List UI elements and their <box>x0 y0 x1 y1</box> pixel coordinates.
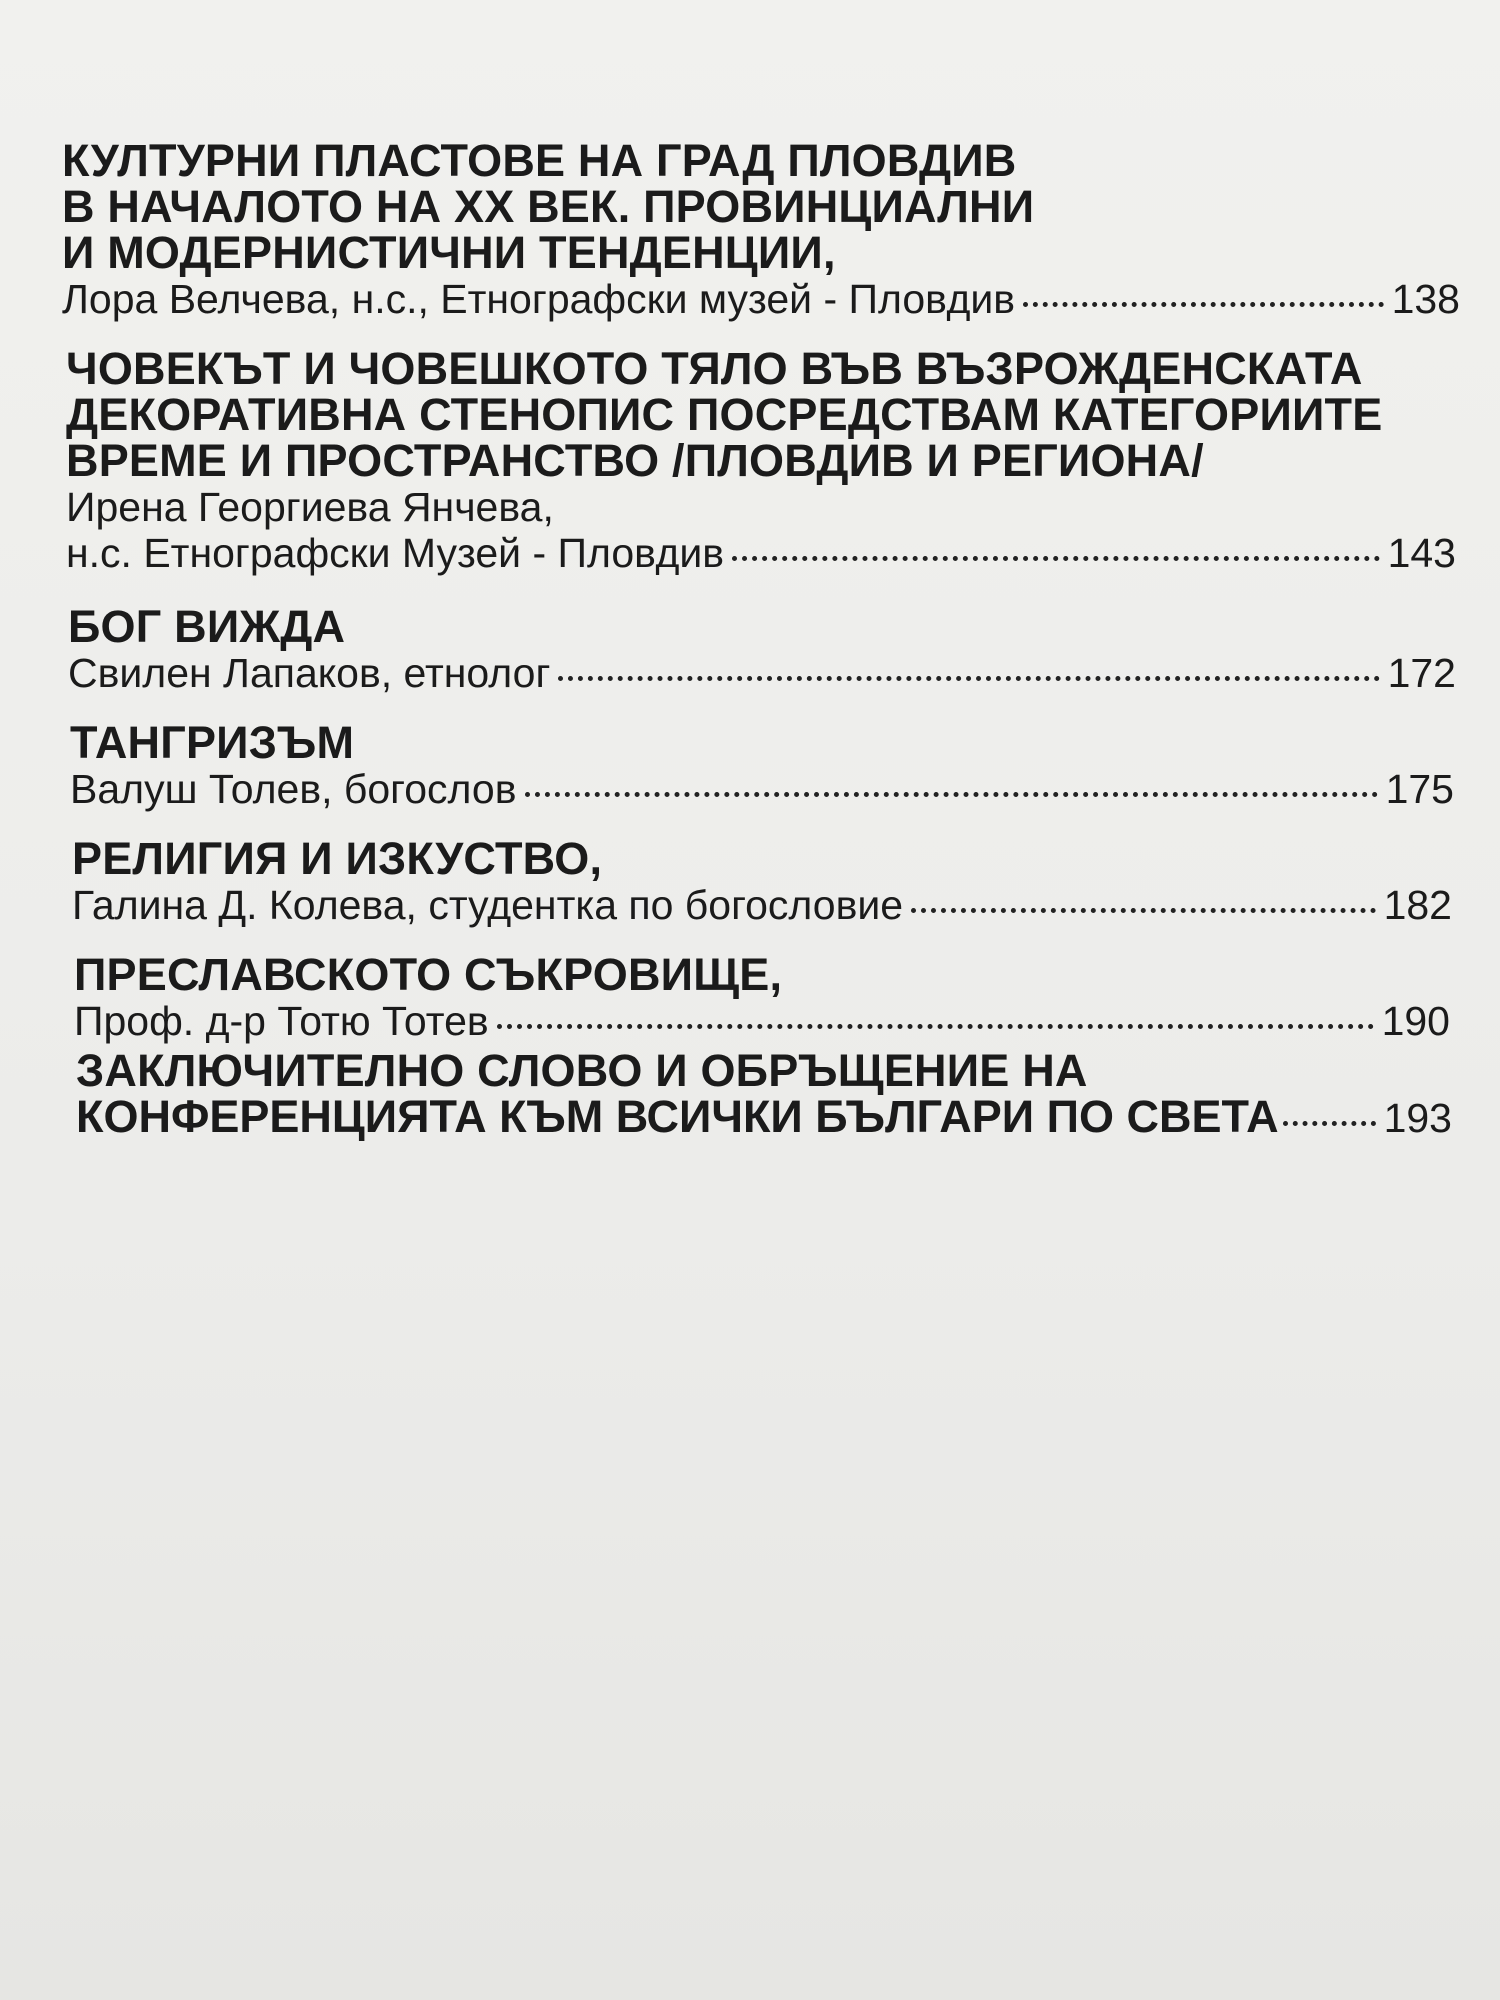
toc-entry[interactable] <box>68 601 1462 696</box>
dot-leader <box>558 676 1379 681</box>
toc-entry-final[interactable] <box>76 1045 1462 1142</box>
entry-author-row <box>74 998 1450 1044</box>
entry-author: Валуш Толев, богослов <box>70 766 517 812</box>
entry-page-number: 138 <box>1391 276 1460 322</box>
entry-author-row <box>72 882 1452 928</box>
entry-title-line: ЧОВЕКЪТ И ЧОВЕШКОТО ТЯЛО ВЪВ ВЪЗРОЖДЕНСКАТА <box>66 343 1363 394</box>
entry-page-number: 143 <box>1387 530 1456 576</box>
entry-page-number: 175 <box>1385 766 1454 812</box>
entry-author-row <box>68 650 1456 696</box>
entry-title-line: РЕЛИГИЯ И ИЗКУСТВО, <box>72 833 603 884</box>
entry-title-line: КУЛТУРНИ ПЛАСТОВЕ НА ГРАД ПЛОВДИВ <box>62 135 1017 186</box>
entry-author: Ирена Георгиева Янчева, <box>66 484 554 530</box>
entry-page-number: 193 <box>1383 1095 1452 1141</box>
entry-title-row <box>76 1091 1452 1142</box>
entry-author-row <box>62 276 1460 322</box>
toc-entry[interactable] <box>66 343 1462 576</box>
entry-author: Галина Д. Колева, студентка по богословие <box>72 882 904 928</box>
entry-title-line: ДЕКОРАТИВНА СТЕНОПИС ПОСРЕДСТВАМ КАТЕГОРИИТЕ <box>66 389 1383 440</box>
entry-title-line: В НАЧАЛОТО НА XX ВЕК. ПРОВИНЦИАЛНИ <box>62 181 1035 232</box>
entry-author: Лора Велчева, н.с., Етнографски музей - Пловдив <box>62 276 1016 322</box>
entry-title-last-line: КОНФЕРЕНЦИЯТА КЪМ ВСИЧКИ БЪЛГАРИ ПО СВЕТА <box>76 1091 1279 1142</box>
entry-title-line: И МОДЕРНИСТИЧНИ ТЕНДЕНЦИИ, <box>62 227 836 278</box>
entry-author-row <box>70 766 1454 812</box>
toc-entry[interactable] <box>74 949 1462 1044</box>
entry-author: Проф. д-р Тотю Тотев <box>74 998 489 1044</box>
entry-title-line: ТАНГРИЗЪМ <box>70 717 355 768</box>
entry-page-number: 172 <box>1387 650 1456 696</box>
entry-page-number: 190 <box>1381 998 1450 1044</box>
entry-title-line: ПРЕСЛАВСКОТО СЪКРОВИЩЕ, <box>74 949 783 1000</box>
entry-title-line: ЗАКЛЮЧИТЕЛНО СЛОВО И ОБРЪЩЕНИЕ НА <box>76 1045 1088 1096</box>
dot-leader <box>1023 302 1383 307</box>
entry-title-line: БОГ ВИЖДА <box>68 601 346 652</box>
entry-author-row <box>66 530 1456 576</box>
dot-leader <box>732 556 1379 561</box>
entry-title-line: ВРЕМЕ И ПРОСТРАНСТВО /ПЛОВДИВ И РЕГИОНА/ <box>66 435 1204 486</box>
toc-entry[interactable] <box>62 135 1462 322</box>
dot-leader <box>1283 1121 1376 1126</box>
entry-author: Свилен Лапаков, етнолог <box>68 650 551 696</box>
entry-page-number: 182 <box>1383 882 1452 928</box>
table-of-contents <box>62 135 1462 1142</box>
dot-leader <box>911 908 1375 913</box>
dot-leader <box>497 1024 1374 1029</box>
dot-leader <box>525 792 1378 797</box>
entry-affiliation: н.с. Етнографски Музей - Пловдив <box>66 530 725 576</box>
toc-entry[interactable] <box>72 833 1462 928</box>
toc-entry[interactable] <box>70 717 1462 812</box>
